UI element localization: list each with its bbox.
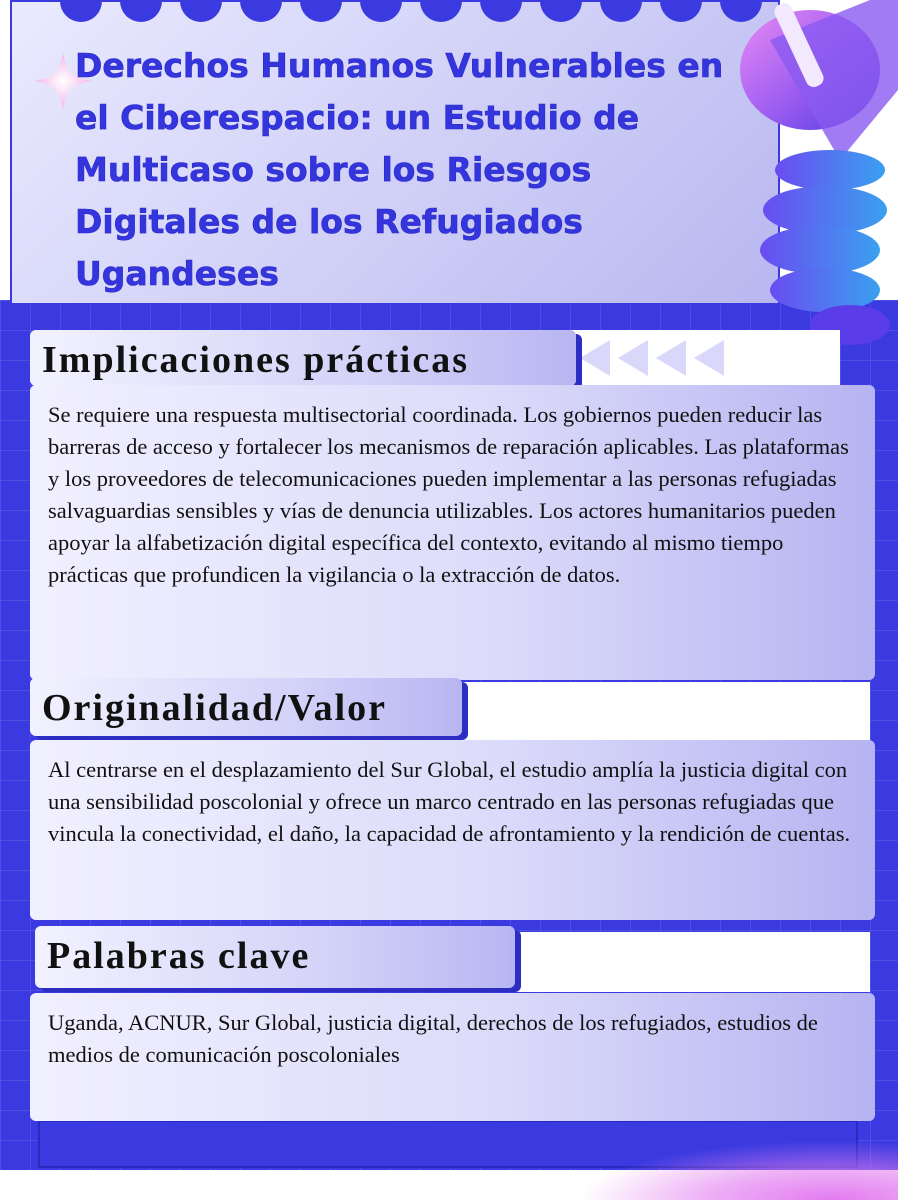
dots-decoration xyxy=(60,0,762,22)
section-heading: Palabras clave xyxy=(47,935,311,977)
dot xyxy=(300,0,342,22)
dot xyxy=(360,0,402,22)
section-body-box xyxy=(30,740,875,920)
section-body: Uganda, ACNUR, Sur Global, justicia digital, derechos de los refugiados, estudios de medios de comunicación poscoloniales xyxy=(48,1010,818,1067)
dot xyxy=(180,0,222,22)
section-body-box xyxy=(30,385,875,680)
section-heading: Originalidad/Valor xyxy=(42,687,387,729)
chevron-left-icon xyxy=(694,340,724,376)
section-tab xyxy=(35,926,515,988)
chevron-left-icon xyxy=(618,340,648,376)
tab-backdrop xyxy=(515,932,870,992)
chevron-left-icon xyxy=(656,340,686,376)
dot xyxy=(540,0,582,22)
megaphone-icon xyxy=(730,0,898,350)
tab-backdrop xyxy=(460,682,870,740)
dot xyxy=(240,0,282,22)
section-body-box xyxy=(30,993,875,1121)
dot xyxy=(60,0,102,22)
chevron-row xyxy=(580,340,724,376)
chevron-left-icon xyxy=(580,340,610,376)
dot xyxy=(600,0,642,22)
page-title: Derechos Humanos Vulnerables en el Ciberespacio: un Estudio de Multicaso sobre los Riesgos Digitales de los Refugiados Ugandeses xyxy=(75,46,724,293)
dot xyxy=(480,0,522,22)
section-tab xyxy=(30,330,576,386)
dot xyxy=(660,0,702,22)
pink-glow-decoration xyxy=(578,1140,898,1200)
dot xyxy=(420,0,462,22)
section-heading: Implicaciones prácticas xyxy=(42,339,470,381)
section-body: Al centrarse en el desplazamiento del Sur Global, el estudio amplía la justicia digital con una sensibilidad poscolonial y ofrece un marco centrado en las personas refugiadas que vincula la conectividad, el daño, la capacidad de afrontamiento y la rendición de cuentas. xyxy=(48,757,851,846)
section-tab xyxy=(30,678,462,736)
dot xyxy=(120,0,162,22)
section-body: Se requiere una respuesta multisectorial coordinada. Los gobiernos pueden reducir las barreras de acceso y fortalecer los mecanismos de reparación aplicables. Las plataformas y los proveedores de telecomunicaciones pueden implementar a las personas refugiadas salvaguardias sensibles y vías de denuncia utilizables. Los actores humanitarios pueden apoyar la alfabetización digital específica del contexto, evitando al mismo tiempo prácticas que profundicen la vigilancia o la extracción de datos. xyxy=(48,402,849,587)
